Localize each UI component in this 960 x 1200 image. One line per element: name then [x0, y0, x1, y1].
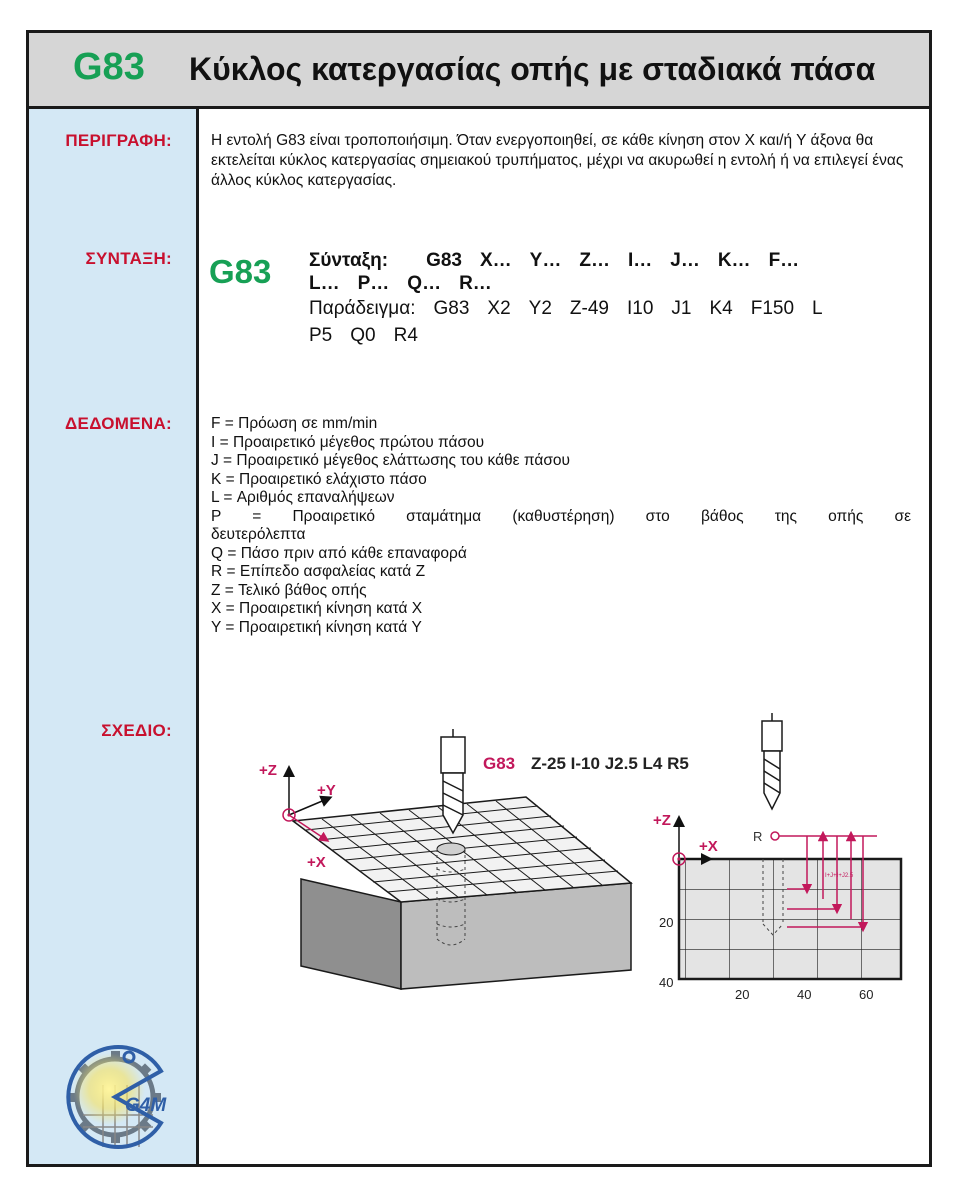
example-token: F150: [750, 298, 795, 319]
example-token: L: [812, 298, 823, 319]
syntax-token: F…: [768, 250, 800, 271]
example-token: Y2: [528, 298, 552, 319]
tiny-dimension-label: I+J+I+J2.5: [825, 873, 854, 879]
header-title: Κύκλος κατεργασίας οπής με σταδιακά πάσα: [189, 51, 876, 87]
syntax-label: Σύνταξη:: [309, 250, 389, 271]
example-token: G83: [433, 298, 470, 319]
section-axis-z: +Z: [653, 812, 671, 829]
data-item: I = Προαιρετικό μέγεθος πρώτου πάσου: [211, 433, 485, 451]
x-tick-60: 60: [859, 987, 874, 1002]
data-item: R = Επίπεδο ασφαλείας κατά Z: [211, 563, 426, 580]
header: [29, 33, 929, 109]
data-item: Y = Προαιρετική κίνηση κατά Y: [211, 618, 422, 636]
example-token: P5: [309, 325, 333, 346]
axis-x-label: +X: [307, 854, 326, 871]
axis-y-label: +Y: [317, 782, 336, 799]
sidebar: [29, 109, 199, 1164]
diagram-caption-code: G83: [483, 754, 516, 773]
syntax-token: Y…: [529, 250, 562, 271]
label-description: ΠΕΡΙΓΡΑΦΗ:: [65, 131, 172, 150]
data-item: F = Πρόωση σε mm/min: [211, 415, 378, 432]
syntax-code: G83: [209, 253, 272, 290]
syntax-token: G83: [426, 250, 462, 271]
section-axis-x: +X: [699, 838, 718, 855]
example-token: Q0: [350, 325, 376, 346]
example-token: J1: [671, 298, 692, 319]
section-view: [653, 812, 901, 1002]
x-tick-40: 40: [797, 987, 812, 1002]
r-plane-label: R: [753, 829, 763, 844]
example-token: K4: [709, 298, 733, 319]
label-data: ΔΕΔΟΜΕΝΑ:: [65, 414, 172, 433]
data-item: X = Προαιρετική κίνηση κατά X: [211, 600, 423, 617]
data-item: L = Αριθμός επαναλήψεων: [211, 489, 395, 506]
y-tick-20: 20: [659, 915, 674, 930]
syntax-token: J…: [670, 250, 700, 271]
data-item: δευτερόλεπτα: [211, 526, 306, 543]
axes-3d: [259, 762, 336, 871]
example-token: X2: [487, 298, 511, 319]
syntax-token: X…: [479, 250, 512, 271]
syntax-token: P…: [357, 273, 390, 294]
syntax-token: R…: [459, 273, 492, 294]
x-tick-20: 20: [735, 987, 750, 1002]
label-syntax: ΣΥΝΤΑΞΗ:: [85, 249, 172, 268]
syntax-token: L…: [309, 273, 340, 294]
example-label: Παράδειγμα:: [309, 298, 416, 319]
example-token: Z-49: [569, 298, 609, 319]
content: [201, 109, 929, 1164]
logo-text: G4M: [125, 1095, 167, 1116]
header-code: G83: [73, 46, 145, 88]
description-text: Η εντολή G83 είναι τροποποιήσιμη. Όταν ενεργοποιηθεί, σε κάθε κίνηση στον Χ και/ή Υ άξονα θα εκτελείται κύκλος κατεργασίας σημειακού τρυπήματος, μέχρι να ακυρωθεί η εντολή ή να επιλεγεί ένας άλλος κύκλος κατεργασίας.: [211, 132, 904, 189]
diagram-caption-params: Z-25 I-10 J2.5 L4 R5: [531, 754, 689, 773]
syntax-token: Z…: [579, 250, 610, 271]
data-item: Q = Πάσο πριν από κάθε επαναφορά: [211, 544, 467, 562]
syntax-token: I…: [627, 250, 653, 271]
g4m-logo: [43, 1015, 193, 1153]
data-item: J = Προαιρετικό μέγεθος ελάττωσης του κάθε πάσου: [211, 452, 570, 469]
data-item: P = Προαιρετικό σταμάτημα (καθυστέρηση) στο βάθος της οπής σε: [211, 507, 911, 525]
data-item: K = Προαιρετικό ελάχιστο πάσο: [211, 470, 427, 488]
g83-card: [26, 30, 932, 1167]
section-drill-icon: [762, 713, 782, 809]
syntax-token: Q…: [407, 273, 442, 294]
axis-z-label: +Z: [259, 762, 277, 779]
workpiece-block: [293, 797, 631, 989]
drill-icon: [441, 729, 465, 833]
label-drawing: ΣΧΕΔΙΟ:: [101, 721, 172, 740]
drilling-diagram: [201, 109, 929, 1164]
y-tick-40: 40: [659, 975, 674, 990]
data-item: Z = Τελικό βάθος οπής: [211, 581, 367, 599]
syntax-token: K…: [717, 250, 751, 271]
example-token: I10: [626, 298, 654, 319]
example-token: R4: [393, 325, 418, 346]
